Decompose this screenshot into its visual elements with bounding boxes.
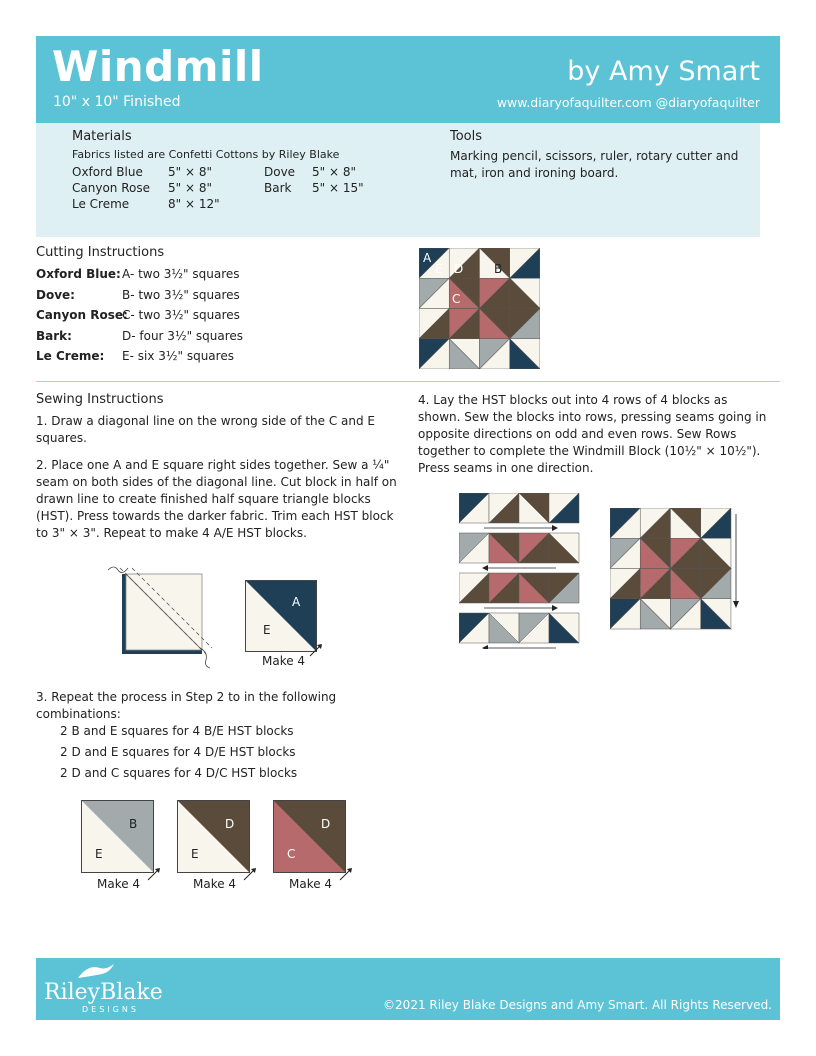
label-e: E bbox=[435, 262, 443, 276]
label-c: C bbox=[452, 292, 461, 306]
fabric-size: 5" × 15" bbox=[312, 181, 364, 195]
materials-heading: Materials bbox=[72, 129, 132, 144]
step-3-intro: 3. Repeat the process in Step 2 to in the following combinations: bbox=[36, 690, 337, 721]
hst-bottom-label: C bbox=[287, 847, 296, 861]
cut-fabric: Dove: bbox=[36, 288, 75, 302]
make-caption: Make 4 bbox=[193, 877, 237, 891]
hst-bottom-label: E bbox=[95, 847, 103, 861]
pattern-size: 10" x 10" Finished bbox=[53, 94, 181, 110]
cutting-heading: Cutting Instructions bbox=[36, 245, 165, 260]
cut-spec: E- six 3½" squares bbox=[122, 349, 234, 363]
materials-panel bbox=[36, 123, 760, 237]
hst-block-dc bbox=[273, 800, 346, 873]
step-1: 1. Draw a diagonal line on the wrong side of the C and E squares. bbox=[36, 414, 376, 445]
label-d: D bbox=[454, 262, 464, 276]
arrow-icon bbox=[308, 642, 324, 658]
arrow-head bbox=[482, 565, 488, 571]
hst-block-ae bbox=[245, 580, 317, 652]
section-divider bbox=[36, 381, 780, 382]
cut-spec: C- two 3½" squares bbox=[122, 308, 240, 322]
fabric-name: Le Creme bbox=[72, 197, 130, 211]
fabric-name: Dove bbox=[264, 165, 296, 179]
hst-bottom-label: E bbox=[263, 623, 271, 637]
fabric-size: 5" × 8" bbox=[168, 181, 212, 195]
thread-end bbox=[108, 567, 128, 573]
pattern-title: Windmill bbox=[52, 42, 264, 91]
step-2: 2. Place one A and E square right sides together. Sew a ¼" seam on both sides of the diagonal line. Cut block in half on drawn line to create finished half square triangle blocks (HST). Press towards the darker fabric. Trim each HST block to 3" × 3". Repeat to make 4 A/E HST blocks. bbox=[36, 458, 397, 540]
hst-top-label: A bbox=[292, 595, 301, 609]
tools-text: Marking pencil, scissors, ruler, rotary cutter and mat, iron and ironing board. bbox=[450, 149, 739, 180]
label-a: A bbox=[423, 251, 432, 265]
fabric-size: 8" × 12" bbox=[168, 197, 220, 211]
cut-fabric: Le Creme: bbox=[36, 349, 105, 363]
step-4: 4. Lay the HST blocks out into 4 rows of 4 blocks as shown. Sew the blocks into rows, pressing seams going in opposite directions on odd and even rows. Sew Rows together to complete the Windmill Block (10½" × 10½"). Press seams in one direction. bbox=[418, 393, 767, 475]
hst-top-label: B bbox=[129, 817, 138, 831]
fabric-size: 5" × 8" bbox=[168, 165, 212, 179]
sewing-heading: Sewing Instructions bbox=[36, 392, 164, 407]
arrow-icon bbox=[146, 866, 162, 882]
logo-text: RileyBlake bbox=[44, 980, 163, 1005]
cut-fabric: Bark: bbox=[36, 329, 72, 343]
finished-block-diagram bbox=[610, 508, 742, 630]
windmill-block-diagram bbox=[419, 248, 540, 369]
make-caption: Make 4 bbox=[289, 877, 333, 891]
website-link[interactable]: www.diaryofaquilter.com @diaryofaquilter bbox=[496, 95, 760, 110]
arrow-icon bbox=[338, 866, 354, 882]
fabric-name: Bark bbox=[264, 181, 292, 195]
step-3-item: 2 D and E squares for 4 D/E HST blocks bbox=[60, 745, 296, 759]
step-3-item: 2 B and E squares for 4 B/E HST blocks bbox=[60, 724, 294, 738]
hst-top-label: D bbox=[225, 817, 235, 831]
cut-fabric: Canyon Rose: bbox=[36, 308, 128, 322]
materials-note: Fabrics listed are Confetti Cottons by Riley Blake bbox=[72, 148, 340, 161]
cut-spec: B- two 3½" squares bbox=[122, 288, 240, 302]
hst-top-label: D bbox=[321, 817, 331, 831]
footer-banner bbox=[36, 958, 780, 1020]
step-3-item: 2 D and C squares for 4 D/C HST blocks bbox=[60, 766, 298, 780]
row-layout-diagram bbox=[459, 493, 581, 649]
logo-subtext: DESIGNS bbox=[82, 1005, 139, 1014]
arrow-head bbox=[733, 601, 739, 608]
tools-heading: Tools bbox=[450, 129, 483, 144]
arrow-head bbox=[482, 645, 488, 649]
hst-bottom-label: E bbox=[191, 847, 199, 861]
hst-block-de bbox=[177, 800, 250, 873]
copyright-text: ©2021 Riley Blake Designs and Amy Smart. All Rights Reserved. bbox=[383, 998, 772, 1012]
make-caption: Make 4 bbox=[262, 654, 306, 668]
author-name: by Amy Smart bbox=[567, 56, 760, 87]
label-b: B bbox=[494, 262, 503, 276]
cut-spec: A- two 3½" squares bbox=[122, 267, 240, 281]
arrow-head bbox=[552, 605, 558, 611]
arrow-icon bbox=[242, 866, 258, 882]
fabric-name: Canyon Rose bbox=[72, 181, 150, 195]
hst-block-be bbox=[81, 800, 154, 873]
bird-icon bbox=[76, 962, 116, 982]
cut-fabric: Oxford Blue: bbox=[36, 267, 121, 281]
fabric-size: 5" × 8" bbox=[312, 165, 356, 179]
fabric-name: Oxford Blue bbox=[72, 165, 143, 179]
arrow-head bbox=[552, 525, 558, 531]
cut-spec: D- four 3½" squares bbox=[122, 329, 244, 343]
make-caption: Make 4 bbox=[97, 877, 141, 891]
title-banner bbox=[36, 36, 780, 123]
